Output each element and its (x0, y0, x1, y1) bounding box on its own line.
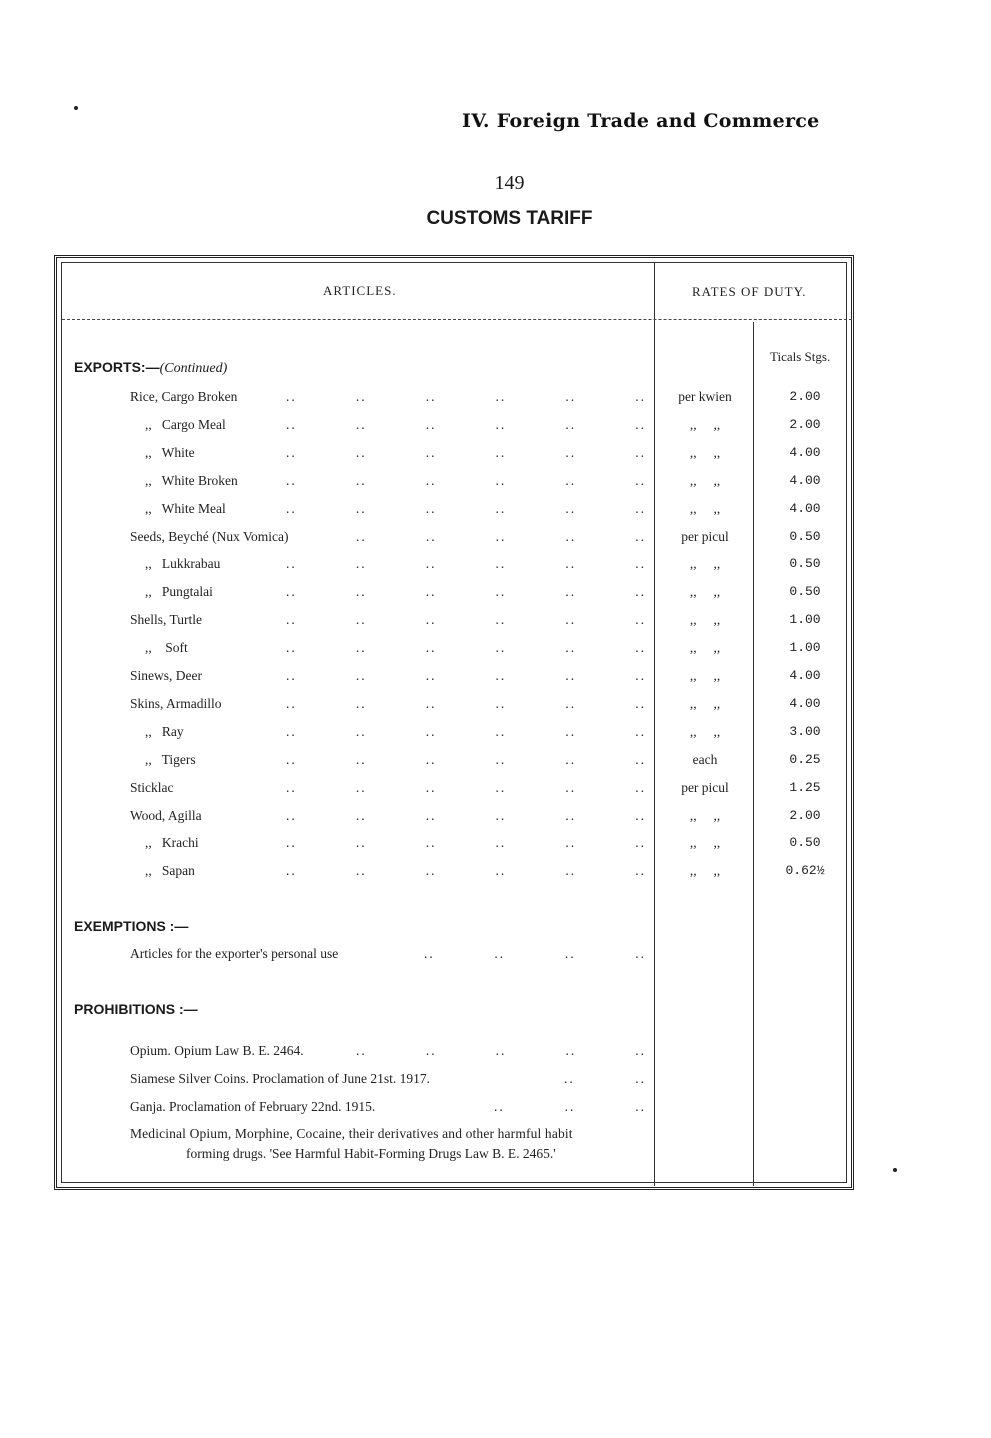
leader-dots: .. .. .. .. .. .. (286, 668, 646, 683)
leader-dots: .. .. .. .. .. .. (286, 751, 646, 767)
prohibition-row (0, 1071, 991, 1091)
export-row (0, 863, 991, 883)
export-row (0, 473, 991, 493)
duty-rate: 4.00 (789, 500, 821, 516)
exemptions-heading: EXEMPTIONS :— (74, 918, 189, 934)
article-name: ,, Tigers (145, 751, 196, 767)
duty-rate: 4.00 (789, 444, 821, 460)
export-row (0, 835, 991, 855)
duty-rate: 1.00 (789, 640, 821, 656)
prohibition-item: Opium. Opium Law B. E. 2464. (130, 1043, 304, 1058)
duty-rate: 0.50 (789, 556, 821, 572)
duty-rate: 2.00 (789, 807, 821, 823)
duty-rate: 0.50 (789, 528, 821, 544)
duty-unit: ,, ,, (689, 500, 721, 516)
leader-dots: .. .. .. .. .. .. (286, 389, 646, 404)
article-name: ,, Lukkrabau (145, 556, 221, 572)
export-row (0, 808, 991, 828)
duty-unit: ,, ,, (689, 723, 721, 739)
duty-unit: ,, ,, (689, 584, 721, 600)
export-row (0, 501, 991, 521)
ink-speck (74, 106, 78, 110)
exports-heading (74, 359, 227, 377)
exemption-row (0, 946, 991, 966)
leader-dots: .. .. .. .. .. .. (286, 807, 646, 823)
article-name: Sticklac (130, 779, 174, 795)
export-row (0, 556, 991, 576)
duty-rate: 0.50 (789, 584, 821, 600)
header-rule (62, 319, 852, 320)
article-name: ,, Soft (145, 640, 188, 656)
article-name: Sinews, Deer (130, 668, 202, 683)
exports-heading-note: (Continued) (159, 361, 228, 376)
duty-rate: 0.62½ (785, 863, 825, 879)
article-name: Wood, Agilla (130, 807, 202, 823)
duty-unit: ,, ,, (689, 640, 721, 656)
leader-dots: .. .. .. (494, 1099, 646, 1114)
article-name: Seeds, Beyché (Nux Vomica) (130, 528, 289, 544)
export-row (0, 752, 991, 772)
duty-unit: ,, ,, (689, 556, 721, 572)
duty-unit: ,, ,, (689, 807, 721, 823)
duty-unit: per kwien (678, 389, 732, 404)
leader-dots: .. .. .. .. .. .. (286, 723, 646, 739)
article-name: ,, Cargo Meal (145, 416, 226, 432)
duty-rate: 3.00 (789, 723, 821, 739)
leader-dots: .. .. .. .. .. .. (286, 500, 646, 516)
article-name: ,, White Meal (145, 500, 226, 516)
article-name: ,, Ray (145, 723, 184, 739)
leader-dots: .. .. .. .. .. .. (286, 584, 646, 600)
export-row (0, 529, 991, 549)
article-name: Skins, Armadillo (130, 695, 222, 711)
leader-dots: .. .. .. .. .. (356, 1043, 646, 1058)
prohibition-row (0, 1043, 991, 1063)
export-row (0, 389, 991, 409)
duty-rate: 0.50 (789, 835, 821, 851)
article-name: ,, Krachi (145, 835, 199, 851)
export-row (0, 696, 991, 716)
article-name: Rice, Cargo Broken (130, 389, 238, 404)
duty-rate: 2.00 (789, 389, 821, 404)
export-row (0, 668, 991, 688)
export-row (0, 584, 991, 604)
duty-rate: 0.25 (789, 751, 821, 767)
duty-unit: ,, ,, (689, 416, 721, 432)
leader-dots: .. .. .. .. .. .. (286, 612, 646, 628)
exemption-item: Articles for the exporter's personal use (130, 946, 339, 961)
duty-rate: 2.00 (789, 416, 821, 432)
leader-dots: .. .. .. .. .. .. (286, 472, 646, 488)
export-row (0, 417, 991, 437)
prohibition-item-medicinal-cont: forming drugs. 'See Harmful Habit-Forming Drugs Law B. E. 2465.' (186, 1146, 556, 1161)
ink-speck (893, 1168, 897, 1172)
leader-dots: .. .. .. .. .. (356, 528, 646, 544)
duty-rate: 4.00 (789, 695, 821, 711)
running-head: IV. Foreign Trade and Commerce (462, 110, 820, 132)
prohibition-item: Ganja. Proclamation of February 22nd. 1915. (130, 1099, 376, 1114)
article-name: ,, Sapan (145, 863, 195, 879)
export-row (0, 724, 991, 744)
leader-dots: .. .. .. .. (424, 946, 646, 961)
leader-dots: .. .. .. .. .. .. (286, 695, 646, 711)
prohibition-item: Siamese Silver Coins. Proclamation of June 21st. 1917. (130, 1071, 430, 1086)
duty-unit: ,, ,, (689, 444, 721, 460)
export-row (0, 640, 991, 660)
duty-rate: 1.25 (789, 779, 821, 795)
column-header-articles: ARTICLES. (323, 283, 397, 298)
duty-unit: ,, ,, (689, 695, 721, 711)
duty-unit: ,, ,, (689, 668, 721, 683)
duty-rate: 4.00 (789, 668, 821, 683)
duty-unit: per picul (681, 779, 729, 795)
duty-unit: per picul (681, 528, 729, 544)
leader-dots: .. .. .. .. .. .. (286, 640, 646, 656)
export-row (0, 612, 991, 632)
article-name: ,, White (145, 444, 195, 460)
duty-rate: 1.00 (789, 612, 821, 628)
exports-heading-label: EXPORTS:— (74, 359, 160, 375)
column-header-rates: RATES OF DUTY. (692, 284, 807, 299)
duty-unit: ,, ,, (689, 863, 721, 879)
export-row (0, 445, 991, 465)
prohibition-row (0, 1099, 991, 1119)
leader-dots: .. .. .. .. .. .. (286, 556, 646, 572)
leader-dots: .. .. .. .. .. .. (286, 416, 646, 432)
page-number: 149 (494, 172, 525, 194)
leader-dots: .. .. .. .. .. .. (286, 835, 646, 851)
leader-dots: .. .. (564, 1071, 646, 1086)
prohibitions-heading: PROHIBITIONS :— (74, 1001, 198, 1017)
duty-unit: ,, ,, (689, 612, 721, 628)
currency-label: Ticals Stgs. (770, 349, 831, 364)
duty-rate: 4.00 (789, 472, 821, 488)
article-name: ,, Pungtalai (145, 584, 213, 600)
duty-unit: ,, ,, (689, 835, 721, 851)
duty-unit: ,, ,, (689, 472, 721, 488)
article-name: ,, White Broken (145, 472, 238, 488)
prohibition-item-medicinal: Medicinal Opium, Morphine, Cocaine, their derivatives and other harmful habit (130, 1126, 573, 1141)
duty-unit: each (692, 751, 718, 767)
leader-dots: .. .. .. .. .. .. (286, 444, 646, 460)
article-name: Shells, Turtle (130, 612, 203, 628)
page-title: CUSTOMS TARIFF (426, 208, 593, 229)
leader-dots: .. .. .. .. .. .. (286, 779, 646, 795)
leader-dots: .. .. .. .. .. .. (286, 863, 646, 879)
export-row (0, 780, 991, 800)
